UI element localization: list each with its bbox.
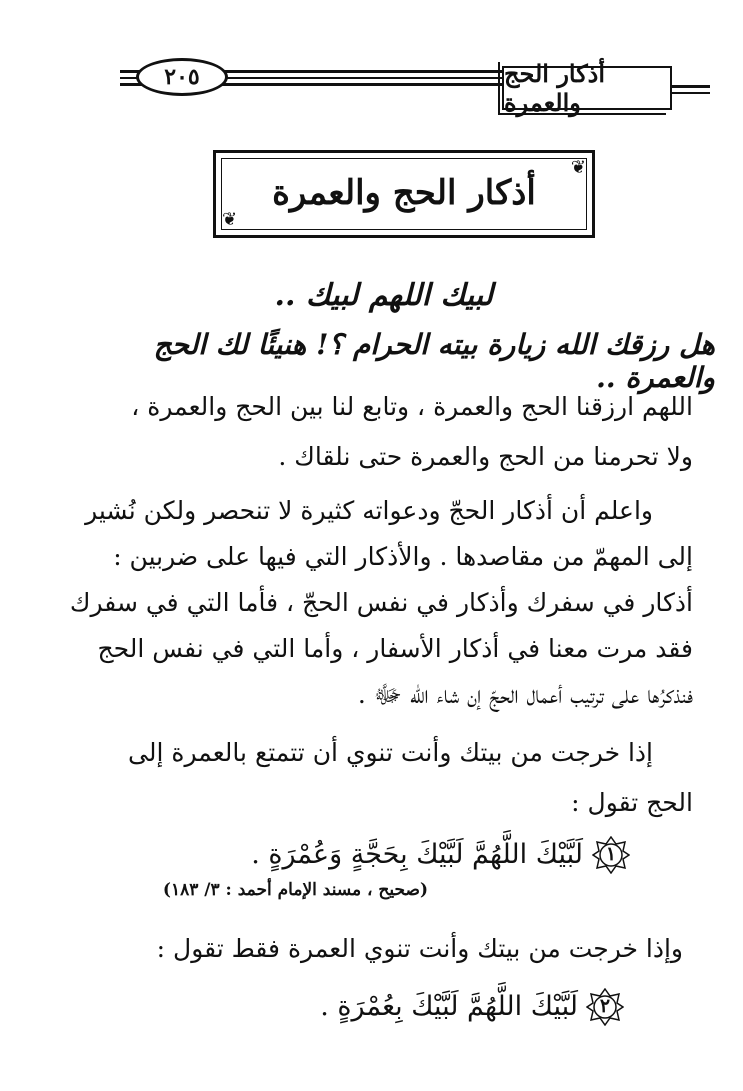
corner-ornament-icon: ❦ <box>570 157 586 178</box>
item-number: ٢ <box>599 995 611 1017</box>
item-number-badge <box>586 988 624 1026</box>
item-number: ١ <box>605 843 617 865</box>
paragraph-2-line-5: فنذكرُها على ترتيب أعمال الحجّ إن شاء الله ﷻ . <box>357 680 693 709</box>
page-number: ٢٠٥ <box>164 64 200 90</box>
chapter-title: أذكار الحج والعمرة <box>272 173 536 213</box>
corner-ornament-icon: ❦ <box>222 209 238 230</box>
paragraph-2-line-4: فقد مرت معنا في أذكار الأسفار ، وأما التي في نفس الحج <box>97 634 693 663</box>
item-1-text: لَبَّيْكَ اللَّهُمَّ لَبَّيْكَ بِحَجَّةٍ وَعُمْرَةٍ . <box>251 839 583 870</box>
running-title-box <box>502 59 672 117</box>
paragraph-2-line-3: أذكار في سفرك وأذكار في نفس الحجّ ، فأما التي في سفرك <box>69 588 693 617</box>
heading-line-2: هل رزقك الله زيارة بيته الحرام ؟! هنيئًا لك الحج والعمرة .. <box>153 328 715 394</box>
paragraph-1-line-1: اللهم ارزقنا الحج والعمرة ، وتابع لنا بين الحج والعمرة ، <box>131 392 693 421</box>
header-rule-right-top <box>672 85 710 88</box>
paragraph-3-line-1: إذا خرجت من بيتك وأنت تنوي أن تتمتع بالعمرة إلى <box>128 738 653 767</box>
footnote: (صحيح ، مسند الإمام أحمد : ٣/ ١٨٣) <box>162 880 428 900</box>
paragraph-3-line-2: الحج تقول : <box>571 788 693 817</box>
paragraph-1-line-2: ولا تحرمنا من الحج والعمرة حتى نلقاك . <box>278 442 693 471</box>
chapter-title-frame <box>213 150 595 238</box>
item-2-text: لَبَّيْكَ اللَّهُمَّ لَبَّيْكَ بِعُمْرَةٍ . <box>320 991 578 1022</box>
page-number-oval <box>136 58 228 96</box>
item-number-badge <box>592 836 630 874</box>
paragraph-2-line-2: إلى المهمّ من مقاصدها . والأذكار التي فيها على ضربين : <box>113 542 693 571</box>
paragraph-4: وإذا خرجت من بيتك وأنت تنوي العمرة فقط تقول : <box>156 934 683 963</box>
header-rule-right-bottom <box>672 92 710 94</box>
heading-line-1: لبيك اللهم لبيك .. <box>274 278 493 313</box>
running-title: أذكار الحج والعمرة <box>504 59 606 117</box>
paragraph-2-line-1: واعلم أن أذكار الحجّ ودعواته كثيرة لا تنحصر ولكن نُشير <box>85 496 653 525</box>
